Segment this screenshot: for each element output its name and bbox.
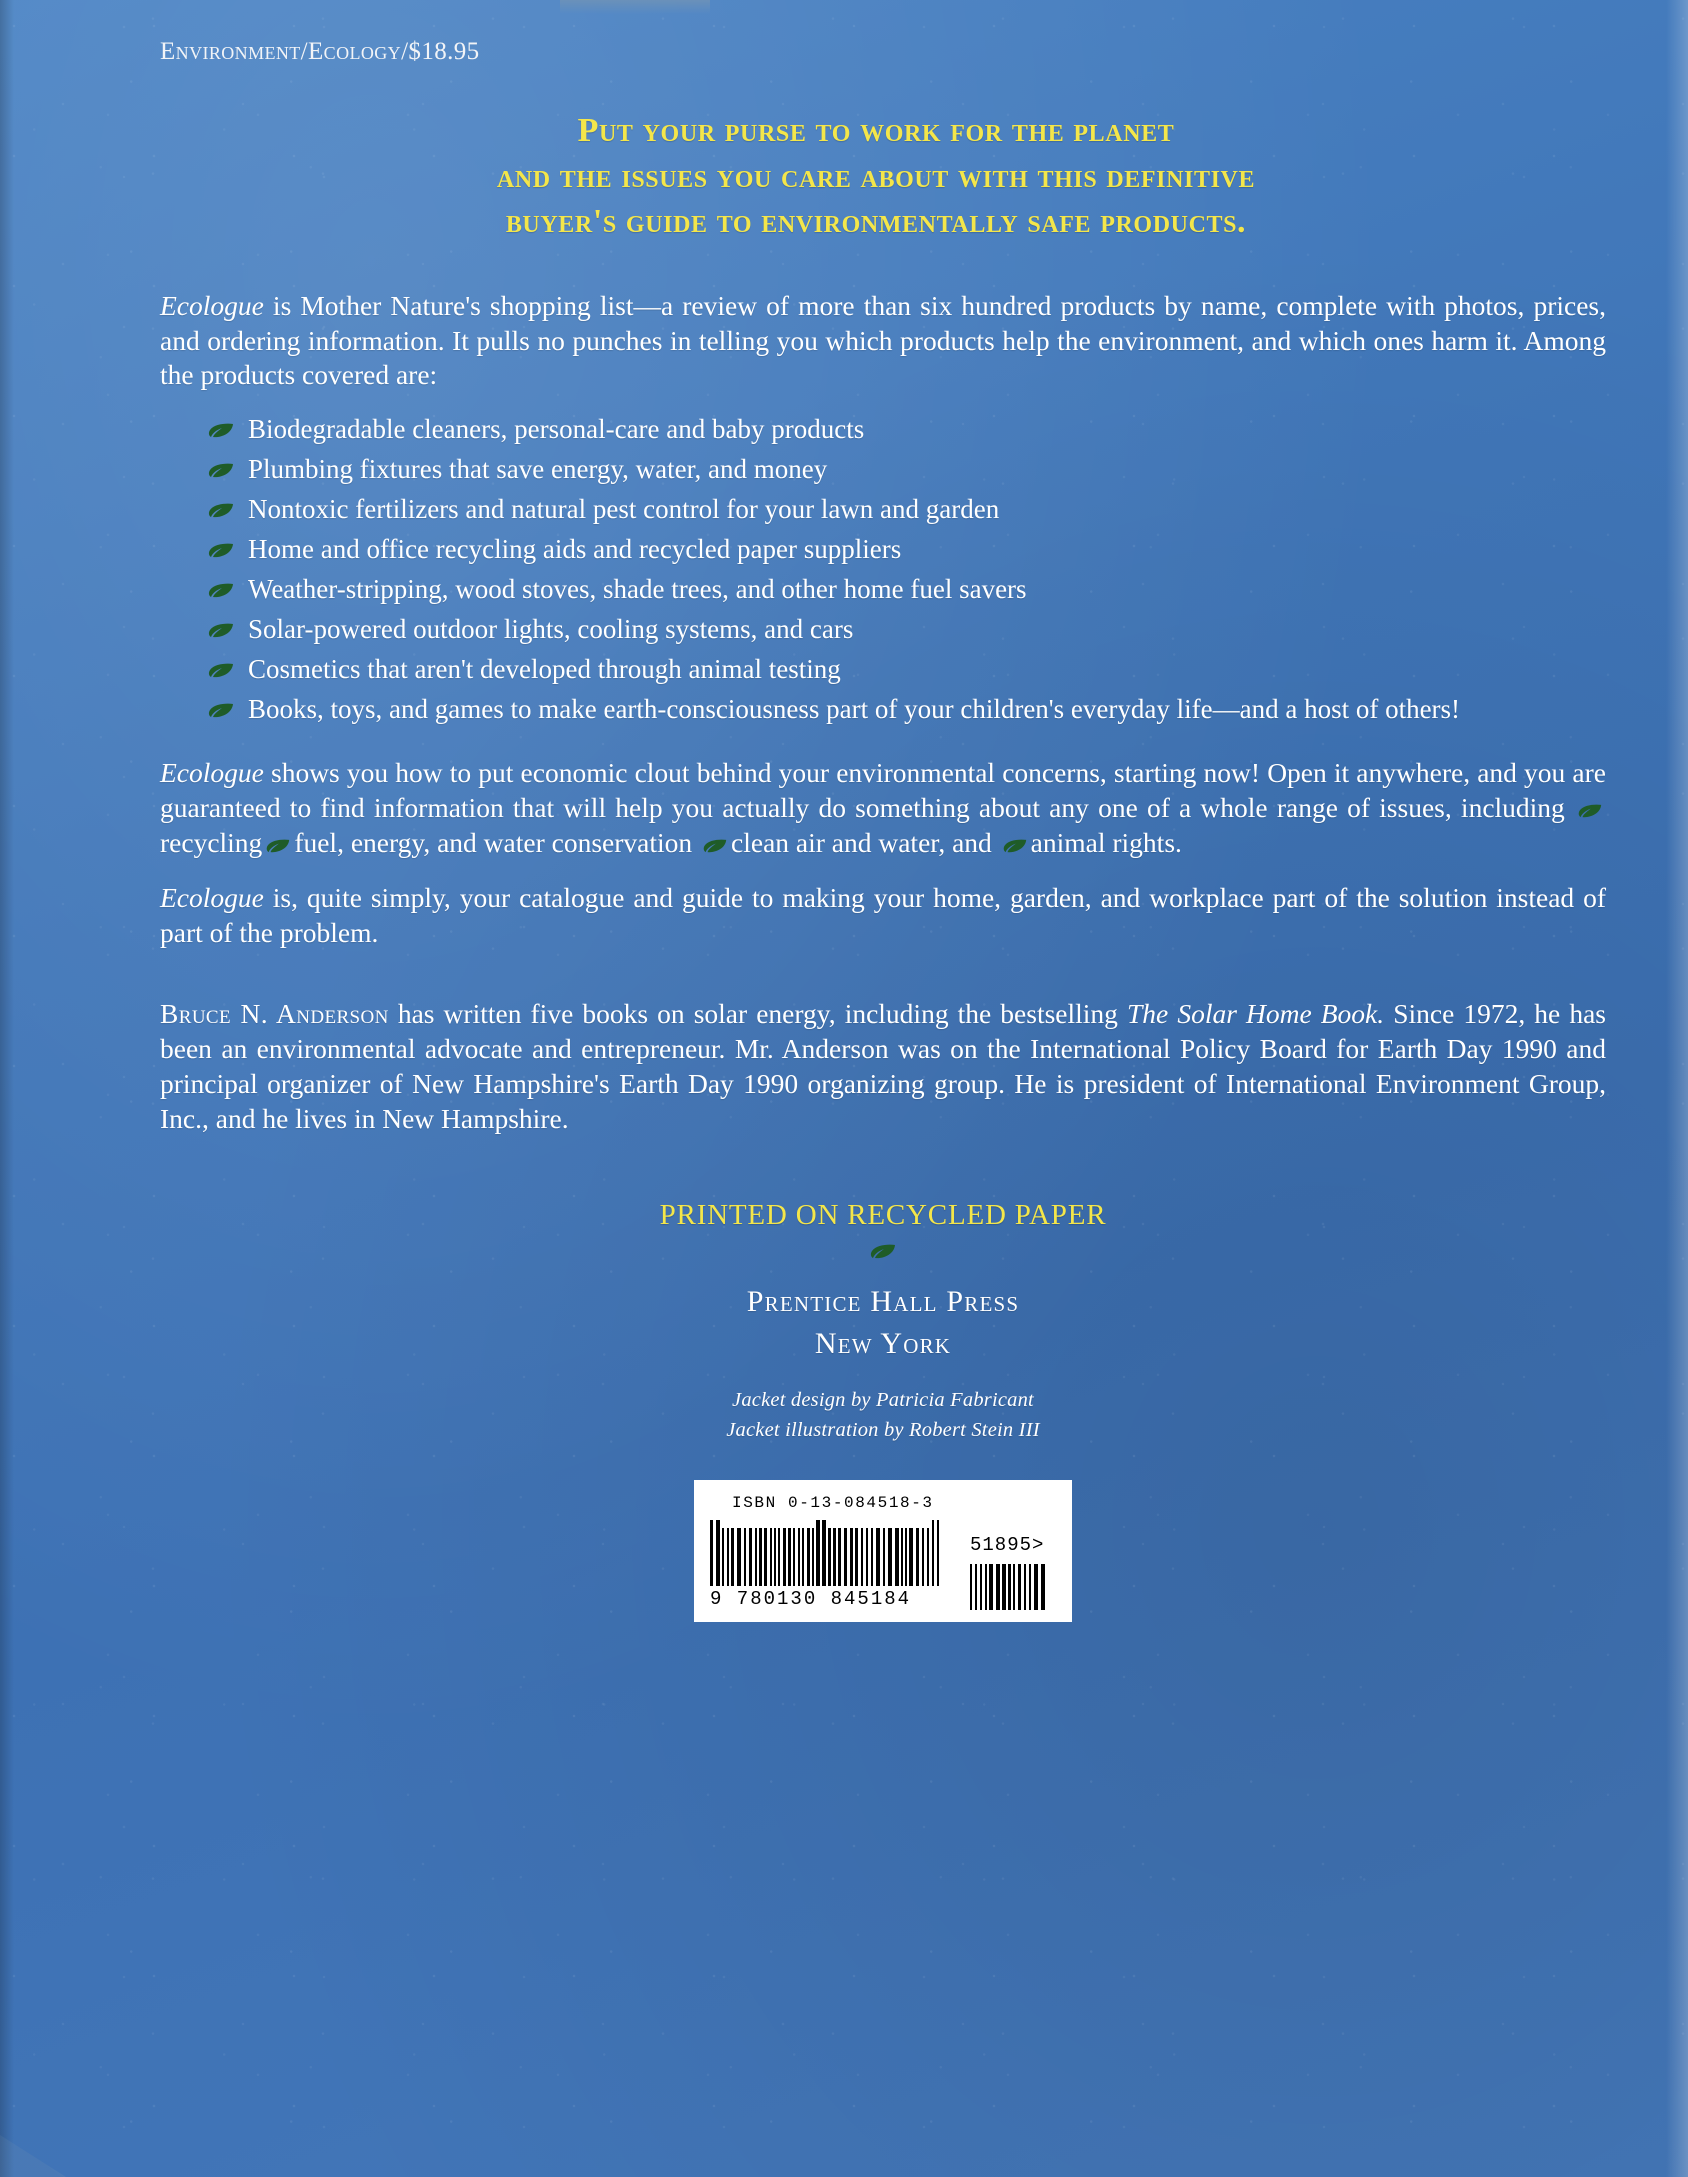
list-item-label: Books, toys, and games to make earth-consciousness part of your children's everyday life—and a host of others! xyxy=(248,693,1461,724)
list-item xyxy=(208,573,1606,613)
intro-paragraph-text: is Mother Nature's shopping list—a review of more than six hundred products by name, complete with photos, prices, and ordering information. It pulls no punches in telling you which products help the environment, and which ones harm it. Among the products covered are: xyxy=(160,289,1606,391)
leaf-icon xyxy=(265,827,291,841)
list-item-label: Nontoxic fertilizers and natural pest control for your lawn and garden xyxy=(248,494,1000,525)
publisher-name: Prentice Hall Press xyxy=(746,1284,1020,1318)
leaf-icon xyxy=(702,827,728,841)
recycled-paper-note: PRINTED ON RECYCLED PAPER xyxy=(659,1198,1107,1231)
addon-bars xyxy=(970,1558,1058,1610)
publisher-city: New York xyxy=(814,1326,952,1360)
paragraph3-text: is, quite simply, your catalogue and guide to making your home, garden, and workplace part of the solution instead of part of the problem. xyxy=(160,882,1606,949)
author-book-title: The Solar Home Book. xyxy=(1127,998,1385,1030)
leaf-icon xyxy=(208,543,234,558)
category-price-line: Environment/Ecology/$18.95 xyxy=(160,38,480,65)
author-name: Bruce N. Anderson xyxy=(160,998,389,1030)
list-item xyxy=(208,533,1606,573)
isbn-text: ISBN 0-13-084518-3 xyxy=(732,1494,934,1513)
list-item xyxy=(208,693,1606,733)
list-item-label: Solar-powered outdoor lights, cooling systems, and cars xyxy=(248,613,854,644)
leaf-icon xyxy=(1577,792,1603,806)
list-item xyxy=(208,653,1606,693)
leaf-icon xyxy=(870,1244,896,1258)
list-item-label: Biodegradable cleaners, personal-care and baby products xyxy=(248,414,865,445)
author-bio-block xyxy=(160,997,1606,1137)
paragraph2-part-e: animal rights. xyxy=(1030,827,1182,859)
bottom-corner-tear xyxy=(0,2107,120,2177)
list-item xyxy=(208,493,1606,533)
leaf-icon xyxy=(208,623,234,638)
list-item xyxy=(208,613,1606,653)
paragraph-catalogue-guide xyxy=(160,881,1606,951)
book-title-mention: Ecologue xyxy=(160,757,264,789)
publisher-block xyxy=(160,1281,1606,1365)
price-addon-barcode xyxy=(970,1534,1058,1610)
ean-digits: 9 780130 845184 xyxy=(710,1588,912,1611)
paragraph2-part-c: fuel, energy, and water conservation xyxy=(294,827,700,859)
addon-digits: 51895> xyxy=(970,1534,1045,1557)
author-bio-part-a: has written five books on solar energy, including the bestselling xyxy=(388,998,1128,1030)
paragraph2-part-b: recycling xyxy=(160,827,263,859)
list-item-label: Weather-stripping, wood stoves, shade trees, and other home fuel savers xyxy=(248,573,1027,604)
leaf-icon xyxy=(208,423,234,438)
author-bio-part-b: Since 1972, he has been an environmental advocate and entrepreneur. Mr. Anderson was on the International Policy Board for Earth Day 1990 and principal organizer of New Hampshire's Earth Day 1990 organizing group. He is president of International Environment Group, Inc., and he lives in New Hampshire. xyxy=(160,998,1606,1134)
list-item-label: Plumbing fixtures that save energy, water, and money xyxy=(248,454,828,485)
leaf-icon xyxy=(1002,827,1028,841)
ean-barcode xyxy=(710,1520,960,1610)
credit-illustration: Jacket illustration by Robert Stein III xyxy=(726,1419,1040,1442)
leaf-icon xyxy=(208,463,234,478)
leaf-icon xyxy=(208,583,234,598)
credit-design: Jacket design by Patricia Fabricant xyxy=(732,1388,1034,1411)
list-item-label: Home and office recycling aids and recycled paper suppliers xyxy=(248,534,902,565)
headline-line-1: Put your purse to work for the planet xyxy=(577,112,1175,149)
leaf-icon xyxy=(208,703,234,718)
paragraph-economic-clout xyxy=(160,756,1606,861)
list-item-label: Cosmetics that aren't developed through animal testing xyxy=(248,653,841,684)
headline-line-2: and the issues you care about with this definitive xyxy=(496,157,1256,195)
paragraph2-part-d: clean air and water, and xyxy=(731,827,999,859)
barcode-codes xyxy=(710,1520,1056,1610)
product-category-list xyxy=(160,413,1606,732)
list-item xyxy=(208,453,1606,493)
leaf-icon xyxy=(208,503,234,518)
list-item xyxy=(208,413,1606,453)
jacket-credits xyxy=(160,1385,1606,1447)
divider-leaf xyxy=(160,1244,1606,1263)
intro-paragraph xyxy=(160,289,1606,394)
paragraph2-part-a: shows you how to put economic clout behind your environmental concerns, starting now! Open it anywhere, and you are guaranteed to find information that will help you actually do something about any one of a whole range of issues, including xyxy=(160,757,1606,824)
barcode-block xyxy=(694,1480,1072,1622)
leaf-icon xyxy=(208,663,234,678)
headline xyxy=(160,108,1592,245)
ean-bars xyxy=(710,1520,960,1586)
book-title-mention: Ecologue xyxy=(160,289,264,321)
headline-line-3: buyer's guide to environmentally safe products. xyxy=(505,203,1247,241)
author-bio xyxy=(160,997,1606,1137)
book-title-mention: Ecologue xyxy=(160,882,264,914)
